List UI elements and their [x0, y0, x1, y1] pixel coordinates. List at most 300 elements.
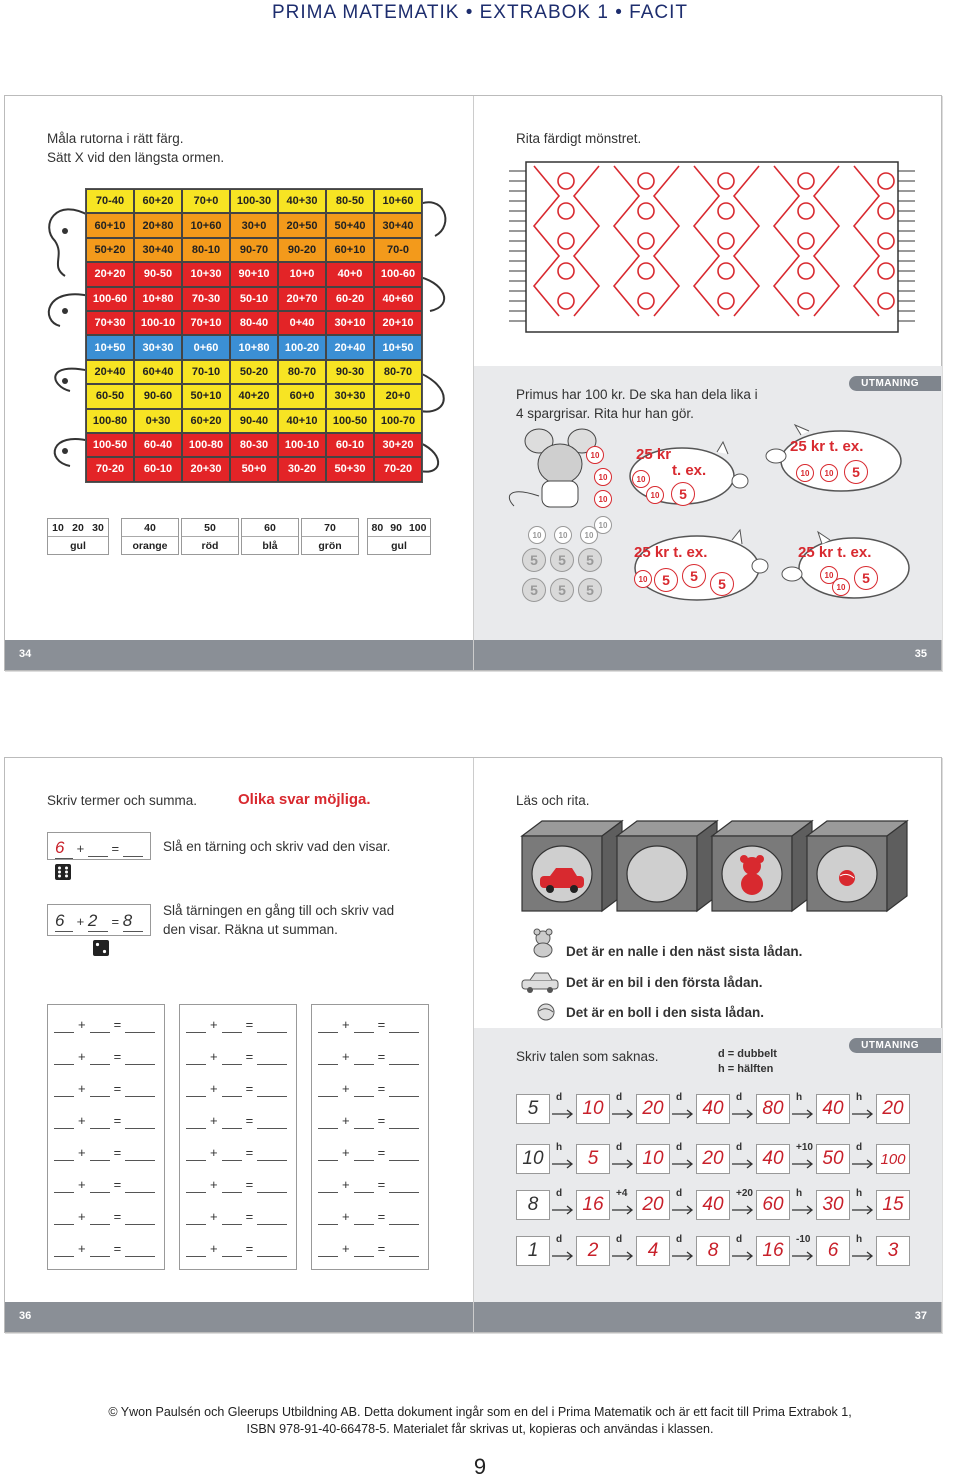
grid-cell[interactable]: 40+0 [326, 262, 374, 286]
blank-sum[interactable] [125, 1241, 155, 1257]
grid-cell[interactable]: 70-20 [374, 457, 422, 481]
grid-cell[interactable]: 100-50 [86, 433, 134, 457]
blank-term[interactable] [54, 1049, 74, 1065]
sequence-answer[interactable]: 30 [816, 1190, 850, 1220]
step-operation: d [556, 1188, 563, 1199]
equals-sign: = [113, 1177, 122, 1192]
blank-term[interactable] [222, 1081, 242, 1097]
arrow-icon [850, 1142, 876, 1174]
blank-sum[interactable] [389, 1049, 419, 1065]
plus-sign: + [76, 914, 85, 929]
blank-term[interactable] [186, 1145, 206, 1161]
exercise-row[interactable] [318, 1241, 419, 1257]
blank-sum [123, 841, 143, 857]
coin-10-icon: 10 [586, 446, 604, 464]
legend-numbers [302, 519, 358, 537]
example-2-text-1: Slå tärningen en gång till och skriv vad [163, 903, 395, 918]
exercise-row[interactable] [318, 1177, 419, 1193]
grid-cell[interactable]: 20+40 [326, 335, 374, 359]
blank-term[interactable] [186, 1177, 206, 1193]
grid-cell[interactable]: 30+30 [134, 335, 182, 359]
blank-term[interactable] [222, 1113, 242, 1129]
blank-term[interactable] [318, 1241, 338, 1257]
arrow-icon [790, 1092, 816, 1124]
exercise-row[interactable] [54, 1145, 155, 1161]
legend-number: 60 [264, 521, 276, 534]
step-operation: d [556, 1234, 563, 1245]
grid-cell[interactable]: 0+30 [134, 409, 182, 433]
grid-cell[interactable]: 100-10 [278, 433, 326, 457]
sequence-answer[interactable]: 3 [876, 1236, 910, 1266]
exercise-row[interactable] [318, 1145, 419, 1161]
arrow-icon [610, 1142, 636, 1174]
blank-sum[interactable] [257, 1145, 287, 1161]
equals-sign: = [245, 1017, 254, 1032]
equals-sign: = [245, 1177, 254, 1192]
blank-sum[interactable] [389, 1177, 419, 1193]
blank-sum[interactable] [257, 1241, 287, 1257]
blank-term[interactable] [54, 1145, 74, 1161]
blank-term[interactable] [354, 1081, 374, 1097]
plus-sign: + [342, 1049, 350, 1064]
grid-cell[interactable]: 40+20 [230, 384, 278, 408]
grid-cell[interactable]: 20+20 [86, 262, 134, 286]
blank-term[interactable] [318, 1049, 338, 1065]
blank-term[interactable] [354, 1145, 374, 1161]
exercise-row[interactable] [186, 1113, 287, 1129]
sequence-answer[interactable]: 20 [636, 1190, 670, 1220]
blank-term[interactable] [318, 1113, 338, 1129]
blank-term[interactable] [54, 1177, 74, 1193]
step-operation: d [736, 1142, 743, 1153]
grid-cell[interactable]: 10+80 [134, 287, 182, 311]
blank-term[interactable] [318, 1145, 338, 1161]
grid-cell[interactable]: 100-80 [182, 433, 230, 457]
grid-cell[interactable]: 100-60 [86, 287, 134, 311]
step-operation: d [616, 1234, 623, 1245]
blank-sum[interactable] [257, 1049, 287, 1065]
plus-sign: + [342, 1241, 350, 1256]
sequence-row [516, 1190, 910, 1220]
step-operation: d [676, 1234, 683, 1245]
grid-cell[interactable]: 30+10 [326, 311, 374, 335]
blank-term[interactable] [318, 1209, 338, 1225]
grid-cell[interactable]: 40+30 [278, 189, 326, 213]
plus-sign: + [342, 1017, 350, 1032]
grid-cell[interactable]: 70+10 [182, 311, 230, 335]
blank-term[interactable] [354, 1113, 374, 1129]
blank-term[interactable] [318, 1017, 338, 1033]
grid-cell[interactable]: 100-20 [278, 335, 326, 359]
sequence-answer[interactable]: 40 [816, 1094, 850, 1124]
grid-cell[interactable]: 80-10 [182, 238, 230, 262]
coin-10-icon: 10 [594, 468, 612, 486]
coin-10-icon: 10 [594, 490, 612, 508]
grid-cell[interactable]: 30-20 [278, 457, 326, 481]
sequence-answer[interactable]: 2 [576, 1236, 610, 1266]
coin-5-icon: 5 [844, 460, 868, 484]
grid-cell[interactable]: 60-20 [326, 287, 374, 311]
exercise-row[interactable] [186, 1209, 287, 1225]
grid-cell[interactable]: 40+60 [374, 287, 422, 311]
blank-term[interactable] [186, 1017, 206, 1033]
step-operation: h [856, 1234, 863, 1245]
sequence-answer[interactable]: 5 [576, 1144, 610, 1174]
blank-sum[interactable] [125, 1177, 155, 1193]
exercise-row[interactable] [54, 1049, 155, 1065]
plus-sign: + [342, 1113, 350, 1128]
blank-term[interactable] [222, 1177, 242, 1193]
grid-cell[interactable]: 80-70 [374, 360, 422, 384]
grid-cell[interactable]: 50-10 [230, 287, 278, 311]
grid-cell[interactable]: 50+20 [86, 238, 134, 262]
blank-sum[interactable] [125, 1081, 155, 1097]
blank-term[interactable] [354, 1017, 374, 1033]
grid-cell[interactable]: 60+10 [326, 238, 374, 262]
blank-term[interactable] [90, 1241, 110, 1257]
sequence-answer[interactable]: 20 [876, 1094, 910, 1124]
exercise-row[interactable] [318, 1209, 419, 1225]
exercise-row[interactable] [186, 1145, 287, 1161]
grid-cell[interactable]: 20+30 [182, 457, 230, 481]
grid-cell[interactable]: 70-30 [182, 287, 230, 311]
grid-cell[interactable]: 20+50 [278, 213, 326, 237]
blank-sum[interactable] [389, 1145, 419, 1161]
grid-cell[interactable]: 20+70 [278, 287, 326, 311]
plus-sign: + [210, 1241, 218, 1256]
step-operation: d [856, 1142, 863, 1153]
arrow-icon [550, 1188, 576, 1220]
blank-term[interactable] [354, 1177, 374, 1193]
grid-cell[interactable]: 30+20 [374, 433, 422, 457]
equals-sign: = [377, 1209, 386, 1224]
step-operation: d [736, 1092, 743, 1103]
grid-cell[interactable]: 20+10 [374, 311, 422, 335]
blank-sum[interactable] [125, 1113, 155, 1129]
sequence-answer[interactable]: 16 [756, 1236, 790, 1266]
instruction-terms: Skriv termer och summa. [47, 793, 198, 808]
sequence-answer[interactable]: 100 [876, 1144, 910, 1174]
grid-cell[interactable]: 80-50 [326, 189, 374, 213]
color-grid [85, 188, 423, 483]
grid-cell[interactable]: 100-80 [86, 409, 134, 433]
blank-term[interactable] [186, 1113, 206, 1129]
exercise-row[interactable] [54, 1209, 155, 1225]
blank-term[interactable] [90, 1177, 110, 1193]
blank-term[interactable] [54, 1081, 74, 1097]
equals-sign: = [113, 1081, 122, 1096]
blank-term[interactable] [222, 1049, 242, 1065]
grid-cell[interactable]: 50+0 [230, 457, 278, 481]
grid-cell[interactable]: 10+60 [374, 189, 422, 213]
grid-cell[interactable]: 10+60 [182, 213, 230, 237]
blank-term[interactable] [186, 1049, 206, 1065]
blank-sum[interactable] [125, 1017, 155, 1033]
grid-cell[interactable]: 90-70 [230, 238, 278, 262]
plus-sign: + [210, 1081, 218, 1096]
blank-term[interactable] [318, 1177, 338, 1193]
legend-number: 50 [204, 521, 216, 534]
blank-term[interactable] [186, 1241, 206, 1257]
arrow-icon [730, 1142, 756, 1174]
grid-cell[interactable]: 60+20 [182, 409, 230, 433]
example-1-eq [55, 838, 143, 859]
sequence-answer[interactable]: 40 [756, 1144, 790, 1174]
blank-term[interactable] [90, 1209, 110, 1225]
blank-term [88, 841, 108, 857]
grid-cell[interactable]: 60+0 [278, 384, 326, 408]
step-operation: h [556, 1142, 563, 1153]
exercise-row[interactable] [186, 1017, 287, 1033]
plus-sign: + [210, 1145, 218, 1160]
grid-cell[interactable]: 30+40 [374, 213, 422, 237]
sequence-answer[interactable]: 60 [756, 1190, 790, 1220]
grid-cell[interactable]: 70+0 [182, 189, 230, 213]
equals-sign: = [245, 1049, 254, 1064]
grid-cell[interactable]: 90-30 [326, 360, 374, 384]
sequence-answer[interactable]: 15 [876, 1190, 910, 1220]
sequence-answer[interactable]: 20 [636, 1094, 670, 1124]
blank-term[interactable] [54, 1017, 74, 1033]
sequence-row [516, 1094, 910, 1124]
grid-cell[interactable]: 90-20 [278, 238, 326, 262]
exercise-row[interactable] [54, 1241, 155, 1257]
grid-cell[interactable]: 70-0 [374, 238, 422, 262]
exercise-row[interactable] [318, 1081, 419, 1097]
grid-cell[interactable]: 90-50 [134, 262, 182, 286]
grid-cell[interactable]: 10+80 [230, 335, 278, 359]
grid-cell[interactable]: 0+40 [278, 311, 326, 335]
blank-sum[interactable] [257, 1209, 287, 1225]
coin-10-icon: 10 [634, 570, 652, 588]
plus-sign: + [210, 1017, 218, 1032]
blank-sum[interactable] [125, 1049, 155, 1065]
arrow-icon [610, 1188, 636, 1220]
grid-cell[interactable]: 50-20 [230, 360, 278, 384]
step-operation: +10 [796, 1142, 813, 1153]
blank-term[interactable] [90, 1113, 110, 1129]
grid-cell[interactable]: 80-40 [230, 311, 278, 335]
grid-cell[interactable]: 90-40 [230, 409, 278, 433]
spread-pages-36-37 [4, 757, 942, 1333]
equals-sign: = [245, 1113, 254, 1128]
plus-sign: + [342, 1145, 350, 1160]
sequence-start: 5 [516, 1094, 550, 1124]
key-half: h = hälften [718, 1063, 774, 1075]
grid-cell[interactable]: 40+10 [278, 409, 326, 433]
exercise-row[interactable] [318, 1017, 419, 1033]
step-operation: h [796, 1092, 803, 1103]
grid-cell[interactable]: 100-70 [374, 409, 422, 433]
exercise-row[interactable] [54, 1081, 155, 1097]
grid-cell[interactable]: 50+40 [326, 213, 374, 237]
blank-term[interactable] [90, 1017, 110, 1033]
exercise-column [311, 1004, 429, 1270]
blank-term[interactable] [354, 1049, 374, 1065]
grid-cell[interactable]: 80-70 [278, 360, 326, 384]
sequence-answer[interactable]: 6 [816, 1236, 850, 1266]
blank-sum[interactable] [257, 1113, 287, 1129]
equals-sign: = [113, 1049, 122, 1064]
blank-term[interactable] [354, 1241, 374, 1257]
grid-cell[interactable]: 10+30 [182, 262, 230, 286]
grid-cell[interactable]: 60-10 [134, 457, 182, 481]
blank-term[interactable] [54, 1209, 74, 1225]
grid-cell[interactable]: 70-40 [86, 189, 134, 213]
piggy-bank-2 [756, 421, 916, 501]
sequence-start: 10 [516, 1144, 550, 1174]
grid-cell[interactable]: 20+40 [86, 360, 134, 384]
coin-10-icon: 10 [820, 566, 838, 584]
grid-cell[interactable]: 70-10 [182, 360, 230, 384]
exercise-row[interactable] [318, 1113, 419, 1129]
sequence-answer[interactable]: 8 [696, 1236, 730, 1266]
blank-sum[interactable] [125, 1209, 155, 1225]
grid-cell[interactable]: 10+50 [374, 335, 422, 359]
plus-sign: + [210, 1049, 218, 1064]
plus-sign: + [210, 1209, 218, 1224]
teddy-icon [530, 928, 556, 958]
grid-cell[interactable]: 10+50 [86, 335, 134, 359]
grid-cell[interactable]: 30+30 [326, 384, 374, 408]
sentence-car: Det är en bil i den första lådan. [566, 975, 763, 990]
arrow-icon [730, 1092, 756, 1124]
blank-sum[interactable] [389, 1113, 419, 1129]
blank-term[interactable] [90, 1145, 110, 1161]
grid-cell[interactable]: 90-60 [134, 384, 182, 408]
coin-5-icon: 5 [550, 548, 574, 572]
coin-5-icon: 5 [854, 566, 878, 590]
blank-term[interactable] [186, 1081, 206, 1097]
grid-cell[interactable]: 30+40 [134, 238, 182, 262]
grid-cell[interactable]: 20+0 [374, 384, 422, 408]
blank-sum[interactable] [389, 1017, 419, 1033]
pig2-amount: 25 kr t. ex. [790, 438, 864, 455]
arrow-icon [850, 1234, 876, 1266]
blank-sum[interactable] [257, 1081, 287, 1097]
sequence-answer[interactable]: 50 [816, 1144, 850, 1174]
coin-10-icon: 10 [796, 464, 814, 482]
arrow-icon [790, 1142, 816, 1174]
equals-sign: = [245, 1081, 254, 1096]
grid-cell[interactable]: 60+40 [134, 360, 182, 384]
grid-cell[interactable]: 60+10 [86, 213, 134, 237]
equals-sign: = [113, 1017, 122, 1032]
exercise-row[interactable] [186, 1081, 287, 1097]
grid-cell[interactable]: 100-60 [374, 262, 422, 286]
arrow-icon [550, 1092, 576, 1124]
plus-sign: + [78, 1177, 86, 1192]
instruction-read-draw: Läs och rita. [516, 793, 590, 808]
page-footer-number: 9 [473, 1454, 487, 1479]
exercise-row[interactable] [186, 1049, 287, 1065]
grid-cell[interactable]: 90+10 [230, 262, 278, 286]
grid-cell[interactable]: 60-40 [134, 433, 182, 457]
blank-term[interactable] [54, 1241, 74, 1257]
step-operation: d [676, 1092, 683, 1103]
ball-icon [839, 870, 855, 886]
sequence-answer[interactable]: 20 [696, 1144, 730, 1174]
blank-term[interactable] [222, 1145, 242, 1161]
grid-cell[interactable]: 60-50 [86, 384, 134, 408]
sequence-answer[interactable]: 4 [636, 1236, 670, 1266]
blank-term[interactable] [222, 1017, 242, 1033]
exercise-row[interactable] [186, 1177, 287, 1193]
page-34-footer-bar [5, 640, 473, 670]
blank-term[interactable] [318, 1081, 338, 1097]
page-35-footer-bar [474, 640, 941, 670]
sequence-answer[interactable]: 10 [576, 1094, 610, 1124]
exercise-row[interactable] [54, 1017, 155, 1033]
blank-term[interactable] [222, 1241, 242, 1257]
blank-sum[interactable] [389, 1081, 419, 1097]
equals-sign: = [245, 1209, 254, 1224]
coin-10-icon: 10 [832, 578, 850, 596]
legend-number: 70 [324, 521, 336, 534]
grid-cell[interactable]: 50+30 [326, 457, 374, 481]
blank-sum[interactable] [389, 1209, 419, 1225]
plus-sign: + [342, 1081, 350, 1096]
sequence-answer[interactable]: 16 [576, 1190, 610, 1220]
sequence-answer[interactable]: 10 [636, 1144, 670, 1174]
equals-sign: = [377, 1241, 386, 1256]
legend-color-name: gul [70, 539, 86, 552]
grid-cell[interactable]: 10+0 [278, 262, 326, 286]
legend-color-name: gul [391, 539, 407, 552]
sequence-answer[interactable]: 80 [756, 1094, 790, 1124]
legend-number: 80 [371, 521, 384, 534]
arrow-icon [730, 1188, 756, 1220]
grid-cell[interactable]: 100-10 [134, 311, 182, 335]
grid-cell[interactable]: 100-50 [326, 409, 374, 433]
blank-term[interactable] [90, 1081, 110, 1097]
legend-number: 90 [390, 521, 402, 534]
grid-cell[interactable]: 50+10 [182, 384, 230, 408]
exercise-row[interactable] [318, 1049, 419, 1065]
blank-term[interactable] [54, 1113, 74, 1129]
exercise-row[interactable] [54, 1113, 155, 1129]
sequence-answer[interactable]: 40 [696, 1094, 730, 1124]
instruction-1: Måla rutorna i rätt färg. [47, 131, 184, 146]
blank-sum[interactable] [257, 1017, 287, 1033]
blank-sum[interactable] [125, 1145, 155, 1161]
grid-cell[interactable]: 70-20 [86, 457, 134, 481]
grid-cell[interactable]: 60-10 [326, 433, 374, 457]
example-2-sum: 8 [123, 911, 143, 932]
grid-cell[interactable]: 30+0 [230, 213, 278, 237]
grid-cell[interactable]: 0+60 [182, 335, 230, 359]
blank-term[interactable] [186, 1209, 206, 1225]
grid-cell[interactable]: 60+20 [134, 189, 182, 213]
blank-term[interactable] [354, 1209, 374, 1225]
legend-number: 30 [92, 521, 104, 534]
equals-sign: = [377, 1113, 386, 1128]
blank-sum[interactable] [389, 1241, 419, 1257]
grid-cell[interactable]: 20+80 [134, 213, 182, 237]
grid-cell[interactable]: 100-30 [230, 189, 278, 213]
grid-cell[interactable]: 70+30 [86, 311, 134, 335]
example-1-text: Slå en tärning och skriv vad den visar. [163, 839, 391, 854]
plus-sign: + [342, 1209, 350, 1224]
blank-sum[interactable] [257, 1177, 287, 1193]
blank-term[interactable] [90, 1049, 110, 1065]
grid-cell[interactable]: 80-30 [230, 433, 278, 457]
sequence-answer[interactable]: 40 [696, 1190, 730, 1220]
exercise-row[interactable] [186, 1241, 287, 1257]
blank-term[interactable] [222, 1209, 242, 1225]
arrow-icon [670, 1142, 696, 1174]
exercise-row[interactable] [54, 1177, 155, 1193]
